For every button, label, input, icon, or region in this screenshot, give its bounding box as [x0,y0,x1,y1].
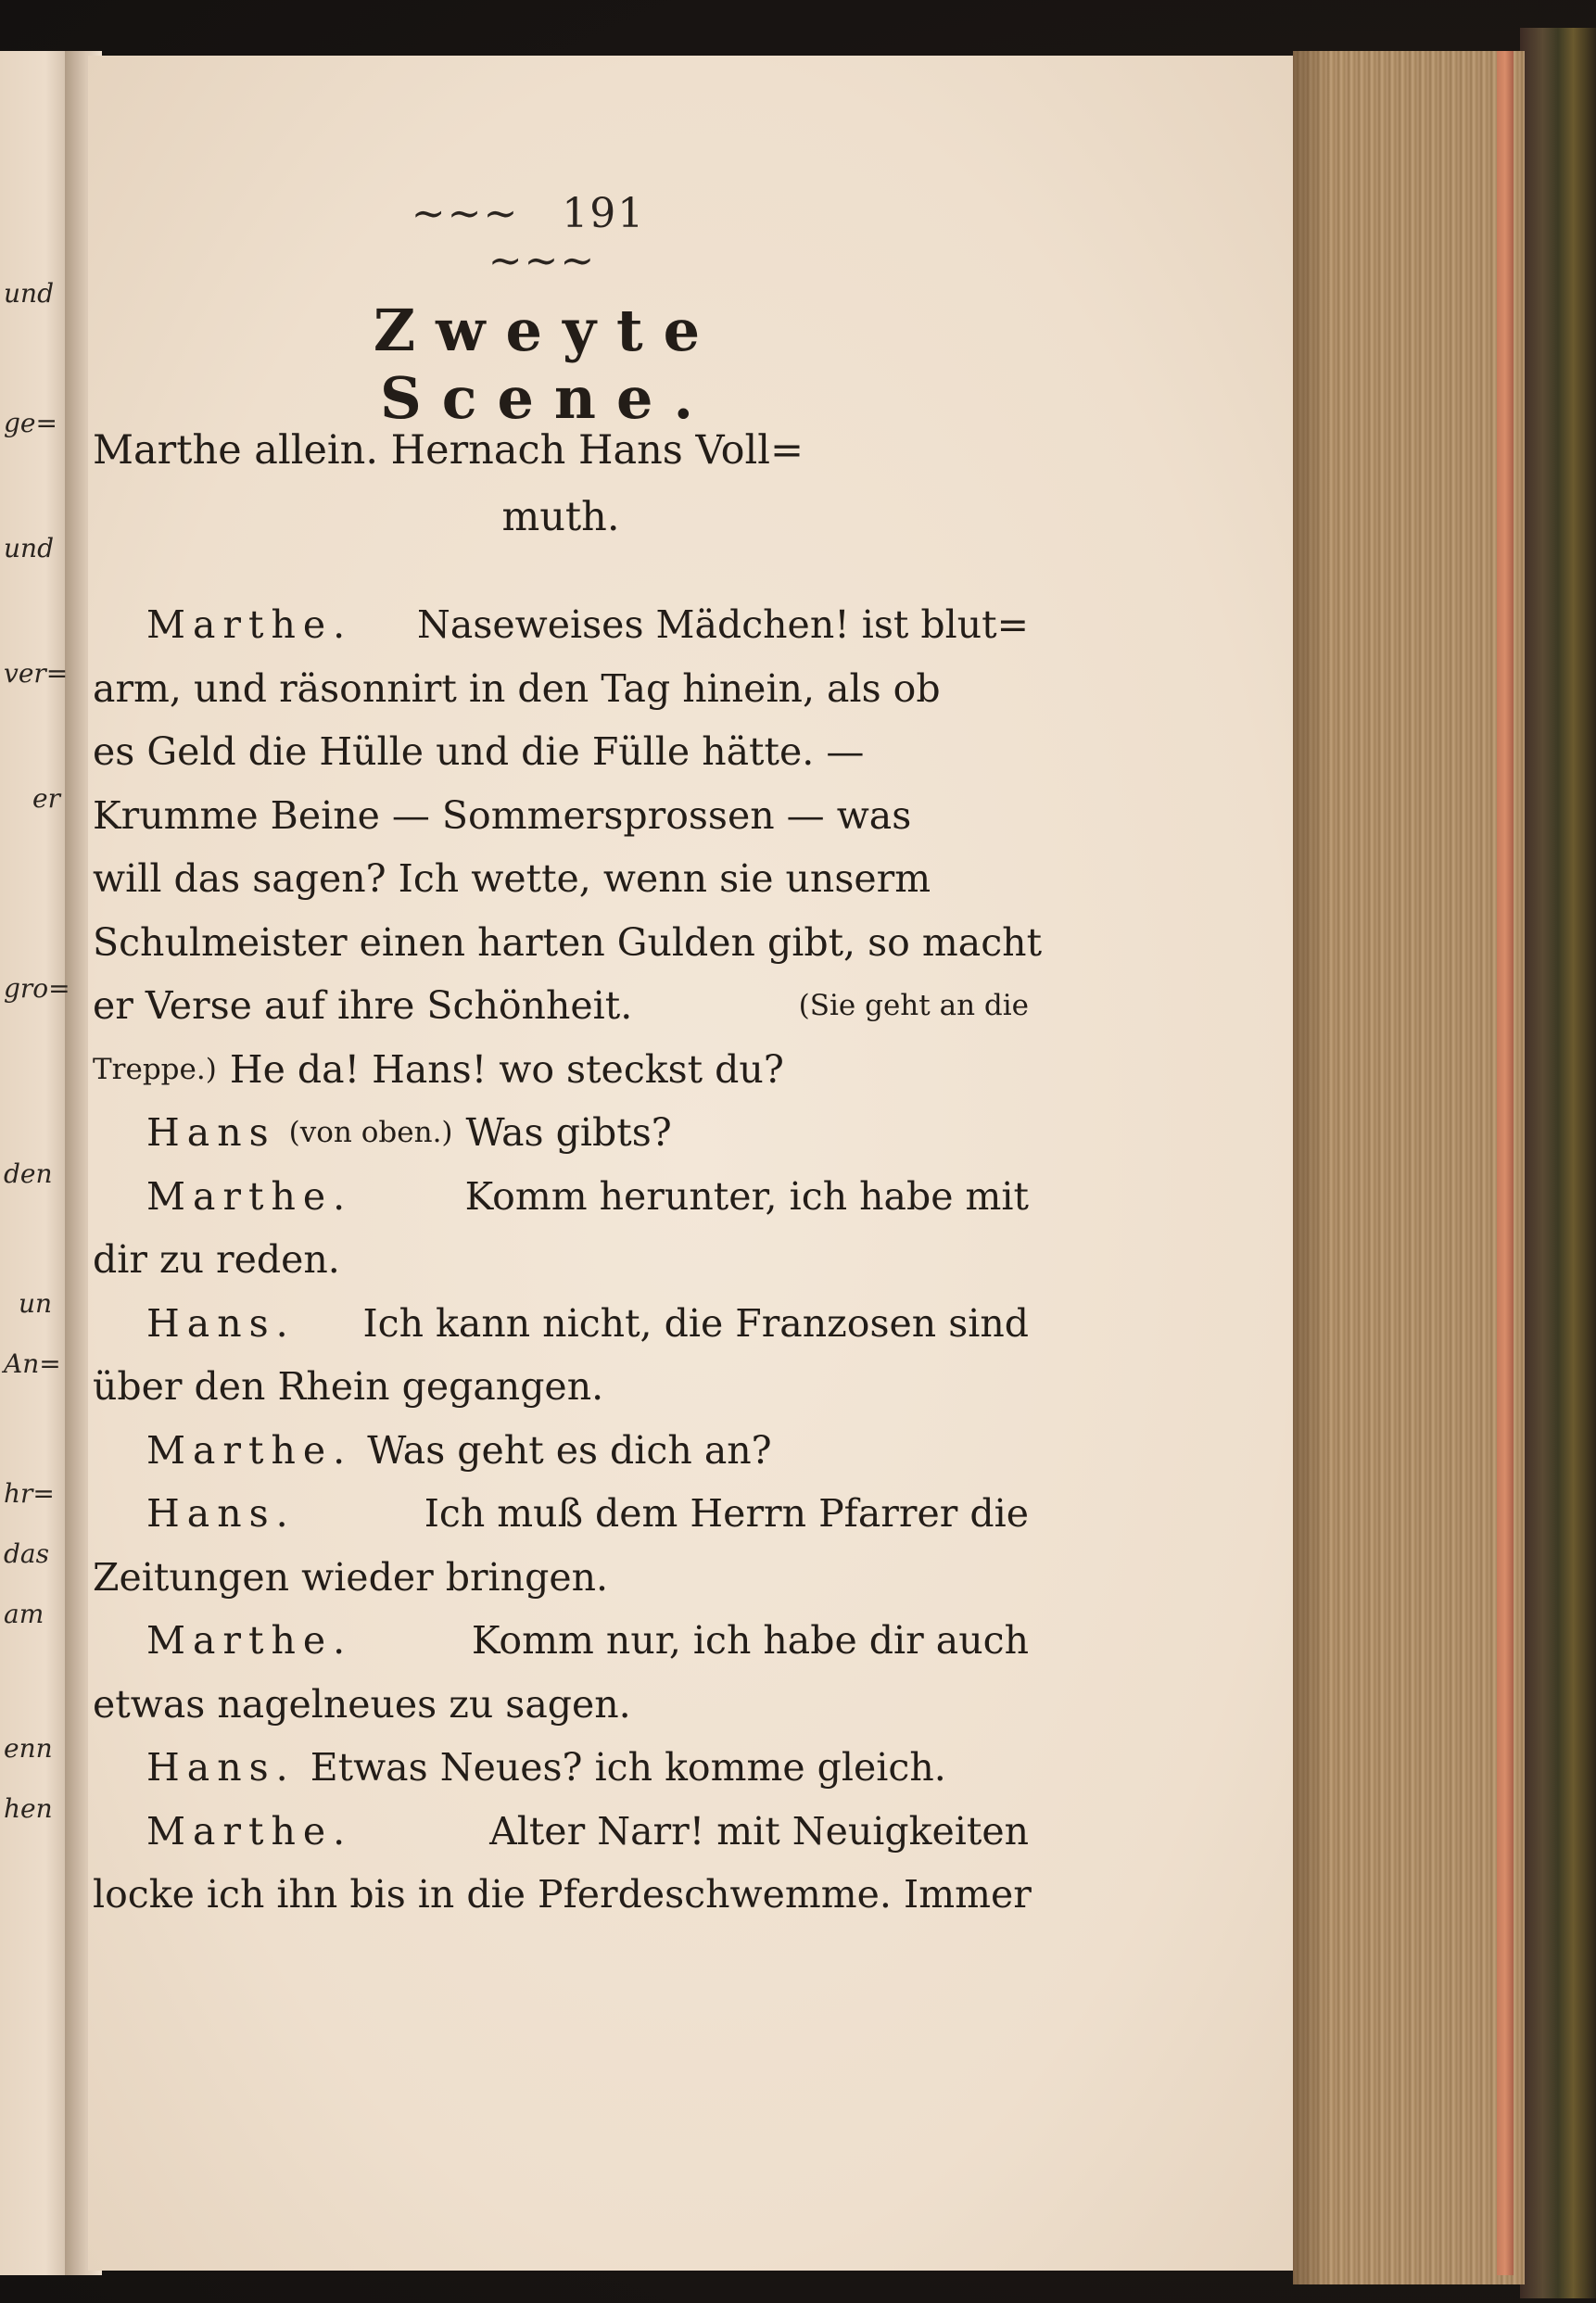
left-fragment: er [32,783,60,814]
scene-title: Zweyte Scene. [373,297,721,432]
line-text: über den Rhein gegangen. [93,1364,604,1409]
book-cover-edge [1520,28,1596,2298]
stage-direction: (von oben.) [288,1116,453,1149]
left-fragment: ver= [4,658,69,689]
stage-direction: Treppe.) [93,1052,217,1086]
speaker: Hans. [146,1300,296,1346]
text-line [93,593,1029,657]
text-line [93,1355,1029,1419]
left-fragment: den [4,1158,53,1189]
line-text: arm, und räsonnirt in den Tag hinein, als ob [93,665,941,711]
speaker: Marthe. [146,1808,353,1854]
left-fragment: und [4,278,54,309]
line-text: Was geht es dich an? [367,1427,772,1473]
speaker: Hans [146,1110,276,1155]
ornament-left: ~~~ [411,190,520,237]
line-text: Schulmeister einen harten Gulden gibt, so macht [93,919,1043,965]
line-text: dir zu reden. [93,1237,340,1282]
speaker: Hans. [146,1745,296,1790]
speaker: Marthe. [146,1173,353,1219]
text-line [93,1609,1029,1673]
left-fragment: ge= [4,408,57,438]
text-line [93,974,1029,1038]
ornament-right: ~~~ [488,237,597,285]
line-text: etwas nagelneues zu sagen. [93,1681,631,1727]
left-fragment: hen [4,1793,53,1824]
line-text: Zeitungen wieder bringen. [93,1554,609,1600]
line-text: Etwas Neues? ich komme gleich. [310,1745,946,1790]
text-line [93,1482,1029,1546]
text-line [93,720,1029,784]
left-fragment: das [4,1538,49,1569]
left-fragment: An= [4,1348,61,1379]
text-line [93,1228,1029,1292]
speaker: Marthe. [146,602,353,647]
left-fragment: enn [4,1733,53,1764]
line-text: locke ich ihn bis in die Pferdeschwemme. Immer [93,1872,1032,1917]
line-text: Naseweises Mädchen! ist blut= [417,602,1029,647]
text-line [93,1101,1029,1165]
left-fragment: gro= [4,973,70,1004]
page-block-red-edge [1497,51,1514,2275]
line-text: Ich kann nicht, die Franzosen sind [362,1300,1029,1346]
line-text: Komm herunter, ich habe mit [464,1173,1029,1219]
stage-direction: (Sie geht an die [798,989,1029,1022]
left-fragment: am [4,1599,44,1629]
text-line [93,1546,1029,1610]
page-number-value: 191 [562,190,646,237]
line-text: Krumme Beine — Sommersprossen — was [93,792,912,838]
persons-line: Marthe allein. Hernach Hans Voll= [93,427,804,474]
line-text: Alter Narr! mit Neuigkeiten [489,1808,1029,1854]
text-line [93,1863,1032,1927]
text-line [93,1800,1029,1864]
speaker: Marthe. [146,1427,353,1473]
dramatis-personae [93,417,1029,550]
line-text: er Verse auf ihre Schönheit. [93,983,633,1028]
speaker: Hans. [146,1491,296,1536]
persons-line: muth. [501,494,620,540]
page-number [371,190,714,285]
line-text: He da! Hans! wo steckst du? [229,1046,784,1092]
text-line [93,657,1029,721]
line-text: Was gibts? [465,1110,672,1155]
text-line [93,1165,1029,1229]
line-text: will das sagen? Ich wette, wenn sie unserm [93,856,931,901]
text-line [93,1673,1029,1737]
speaker: Marthe. [146,1618,353,1663]
text-line [93,784,1029,848]
text-line [93,1292,1029,1356]
text-line [93,911,1043,975]
text-line [93,1038,1029,1102]
left-fragment: un [19,1288,53,1319]
text-line [93,847,1029,911]
line-text: Komm nur, ich habe dir auch [471,1618,1029,1663]
dialogue-text [93,593,1043,1927]
left-fragment: hr= [4,1478,55,1509]
left-fragment: und [4,533,54,563]
page-block-shadow [1293,51,1330,2284]
text-line [93,1736,1029,1800]
line-text: Ich muß dem Herrn Pfarrer die [424,1491,1029,1536]
line-text: es Geld die Hülle und die Fülle hätte. — [93,729,865,774]
text-line [93,1419,1029,1483]
